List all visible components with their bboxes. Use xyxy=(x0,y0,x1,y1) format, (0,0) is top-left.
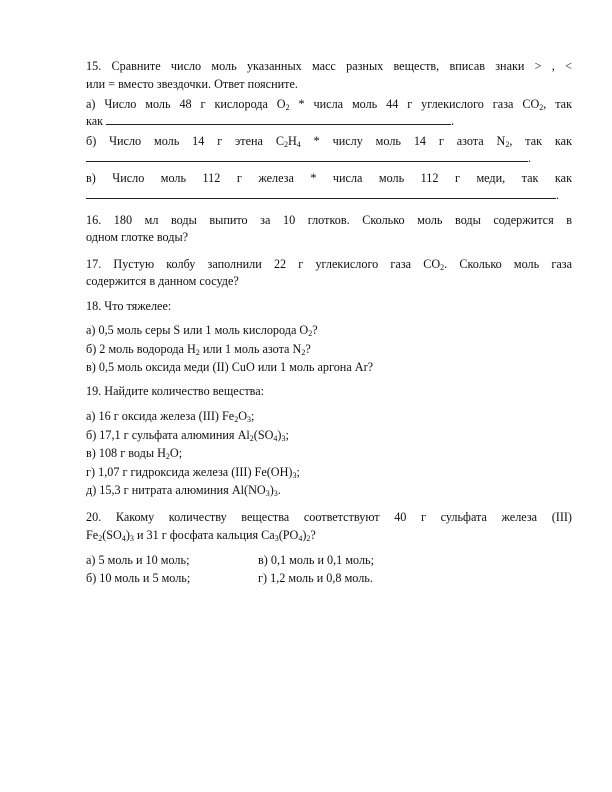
q18-title: 18. Что тяжелее: xyxy=(86,299,172,313)
q15-item-b-cont: . xyxy=(86,150,572,166)
q20-option-b: б) 10 моль и 5 моль; xyxy=(86,571,191,585)
q15-item-c: в) Число моль 112 г железа * числа моль 112 г меди, так как xyxy=(86,171,572,185)
q20-line1: 20. Какому количеству вещества соответствуют 40 г сульфата железа (III) xyxy=(86,510,572,524)
q16-line1: 16. 180 мл воды выпито за 10 глотков. Сколько моль воды содержится в xyxy=(86,213,572,227)
q19-item-b: б) 17,1 г сульфата алюминия $Al_2(SO_4)_3$; xyxy=(86,428,289,443)
q15-item-a: а) Число моль 48 г кислорода $O_2$ * числа моль 44 г углекислого газа $CO_2$, так xyxy=(86,97,572,112)
answer-blank-line[interactable] xyxy=(106,114,451,125)
q17-line2: содержится в данном сосуде? xyxy=(86,274,239,288)
q19-item-e: д) 15,3 г нитрата алюминия $Al(NO_3)_3$. xyxy=(86,483,281,498)
q15-item-a-cont: как . xyxy=(86,114,455,128)
q16-line2: одном глотке воды? xyxy=(86,230,189,244)
q19-title: 19. Найдите количество вещества: xyxy=(86,384,265,398)
q20-option-a: а) 5 моль и 10 моль; xyxy=(86,553,190,567)
q18-item-b: б) 2 моль водорода $H_2$ или 1 моль азота $N_2$? xyxy=(86,342,311,357)
answer-blank-line[interactable] xyxy=(86,188,556,199)
q15-intro-line1: 15. Сравните число моль указанных масс разных веществ, вписав знаки > , < xyxy=(86,59,572,73)
q17-line1: 17. Пустую колбу заполнили 22 г углекислого газа $CO_2$. Сколько моль газа xyxy=(86,257,572,272)
q20-line2: $Fe_2(SO_4)_3$ и 31 г фосфата кальция $Ca_3(PO_4)_2$? xyxy=(86,528,316,543)
q20-option-d: г) 1,2 моль и 0,8 моль. xyxy=(258,571,373,585)
q20-option-c: в) 0,1 моль и 0,1 моль; xyxy=(258,553,374,567)
q15-intro-line2: или = вместо звездочки. Ответ поясните. xyxy=(86,77,298,91)
answer-blank-line[interactable] xyxy=(86,151,528,162)
q15-item-c-cont: . xyxy=(86,187,572,203)
q19-item-c: в) 108 г воды $H_2O$; xyxy=(86,446,183,461)
q15-item-b: б) Число моль 14 г этена $C_2H_4$ * числу моль 14 г азота $N_2$, так как xyxy=(86,134,572,149)
q19-item-d: г) 1,07 г гидроксида железа (III) $Fe(OH)_3$; xyxy=(86,465,300,480)
q18-item-c: в) 0,5 моль оксида меди (II) CuO или 1 моль аргона Ar? xyxy=(86,360,374,374)
q19-item-a: а) 16 г оксида железа (III) $Fe_2O_3$; xyxy=(86,409,255,424)
q18-item-a: а) 0,5 моль серы S или 1 моль кислорода $O_2$? xyxy=(86,323,318,338)
